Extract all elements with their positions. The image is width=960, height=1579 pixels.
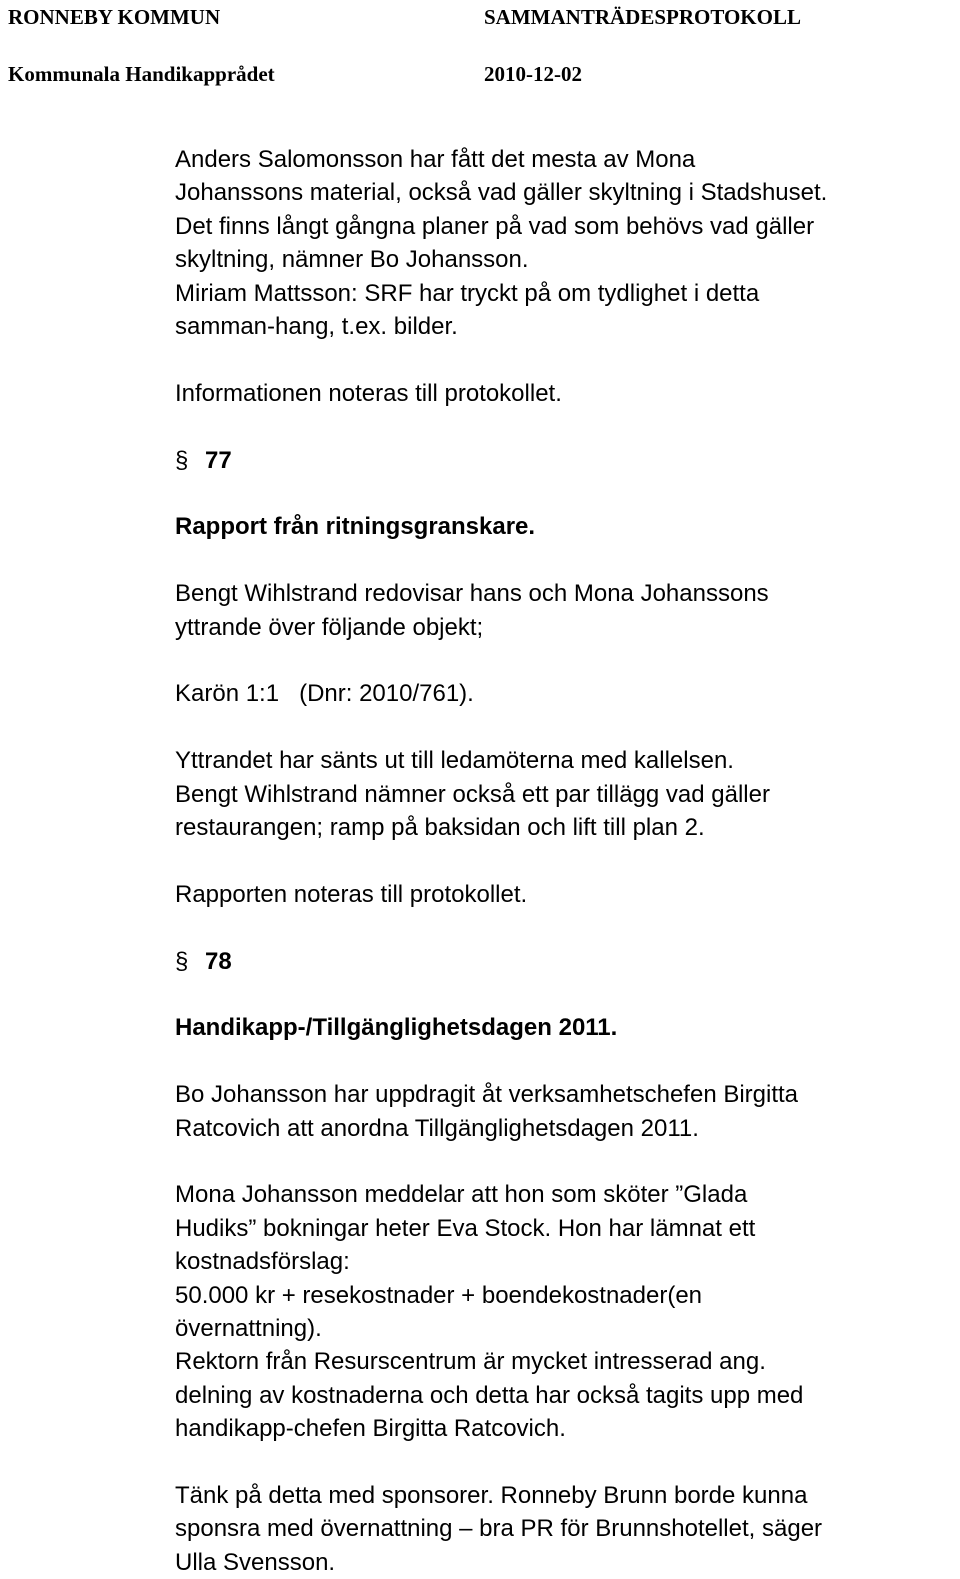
- text-line: Yttrandet har sänts ut till ledamöterna med kallelsen.: [175, 747, 734, 775]
- text-line: Bo Johansson har uppdragit åt verksamhetschefen Birgitta: [175, 1081, 799, 1109]
- text-line: Tänk på detta med sponsorer. Ronneby Brunn borde kunna: [175, 1482, 808, 1510]
- section-77-intro: [175, 577, 945, 644]
- text-line: samman-hang, t.ex. bilder.: [175, 313, 458, 341]
- text-line: 50.000 kr + resekostnader + boendekostnader(en: [175, 1281, 703, 1309]
- text-line: Miriam Mattsson: SRF har tryckt på om tydlighet i detta: [175, 279, 760, 307]
- section-77-object: Karön 1:1 (Dnr: 2010/761).: [175, 680, 474, 708]
- section-number: 78: [205, 947, 232, 975]
- section-number: 77: [205, 446, 232, 474]
- text-line: kostnadsförslag:: [175, 1248, 350, 1276]
- header-date: 2010-12-02: [484, 62, 582, 86]
- text-line: Det finns långt gångna planer på vad som behövs vad gäller: [175, 212, 815, 240]
- text-line: Rektorn från Resurscentrum är mycket intresserad ang.: [175, 1348, 766, 1376]
- text-line: Ratcovich att anordna Tillgänglighetsdagen 2011.: [175, 1114, 699, 1142]
- text-line: Bengt Wihlstrand nämner också ett par tillägg vad gäller: [175, 780, 770, 808]
- text-line: övernattning).: [175, 1315, 322, 1343]
- header-doc-type: SAMMANTRÄDESPROTOKOLL: [484, 5, 801, 29]
- text-line: skyltning, nämner Bo Johansson.: [175, 246, 529, 274]
- text-line: yttrande över följande objekt;: [175, 613, 484, 641]
- text-line: Johanssons material, också vad gäller skyltning i Stadshuset.: [175, 179, 828, 207]
- text-line: Ulla Svensson.: [175, 1548, 336, 1576]
- section-78-paragraph-3: [175, 1479, 945, 1579]
- section-77-details: [175, 744, 945, 844]
- section-77-title: Rapport från ritningsgranskare.: [175, 513, 536, 541]
- header-council: Kommunala Handikapprådet: [8, 62, 275, 86]
- text-line: Mona Johansson meddelar att hon som sköter ”Glada: [175, 1181, 748, 1209]
- section-symbol: §: [175, 947, 189, 975]
- text-line: restaurangen; ramp på baksidan och lift till plan 2.: [175, 814, 705, 842]
- intro-paragraph: [175, 143, 945, 343]
- protocol-body: [175, 143, 945, 1579]
- section-symbol: §: [175, 446, 189, 474]
- text-line: handikapp-chefen Birgitta Ratcovich.: [175, 1415, 566, 1443]
- section-77-heading: [175, 444, 945, 477]
- section-77-note: Rapporten noteras till protokollet.: [175, 880, 528, 908]
- section-78-paragraph-2: [175, 1178, 945, 1445]
- text-line: Bengt Wihlstrand redovisar hans och Mona Johanssons: [175, 580, 769, 608]
- section-78-heading: [175, 945, 945, 978]
- header-org: RONNEBY KOMMUN: [8, 5, 221, 29]
- text-line: sponsra med övernattning – bra PR för Brunnshotellet, säger: [175, 1515, 823, 1543]
- section-78-paragraph-1: [175, 1078, 945, 1145]
- section-78-title: Handikapp-/Tillgänglighetsdagen 2011.: [175, 1014, 618, 1042]
- text-line: delning av kostnaderna och detta har också tagits upp med: [175, 1381, 804, 1409]
- intro-note: Informationen noteras till protokollet.: [175, 379, 562, 407]
- text-line: Anders Salomonsson har fått det mesta av Mona: [175, 146, 696, 173]
- text-line: Hudiks” bokningar heter Eva Stock. Hon har lämnat ett: [175, 1214, 756, 1242]
